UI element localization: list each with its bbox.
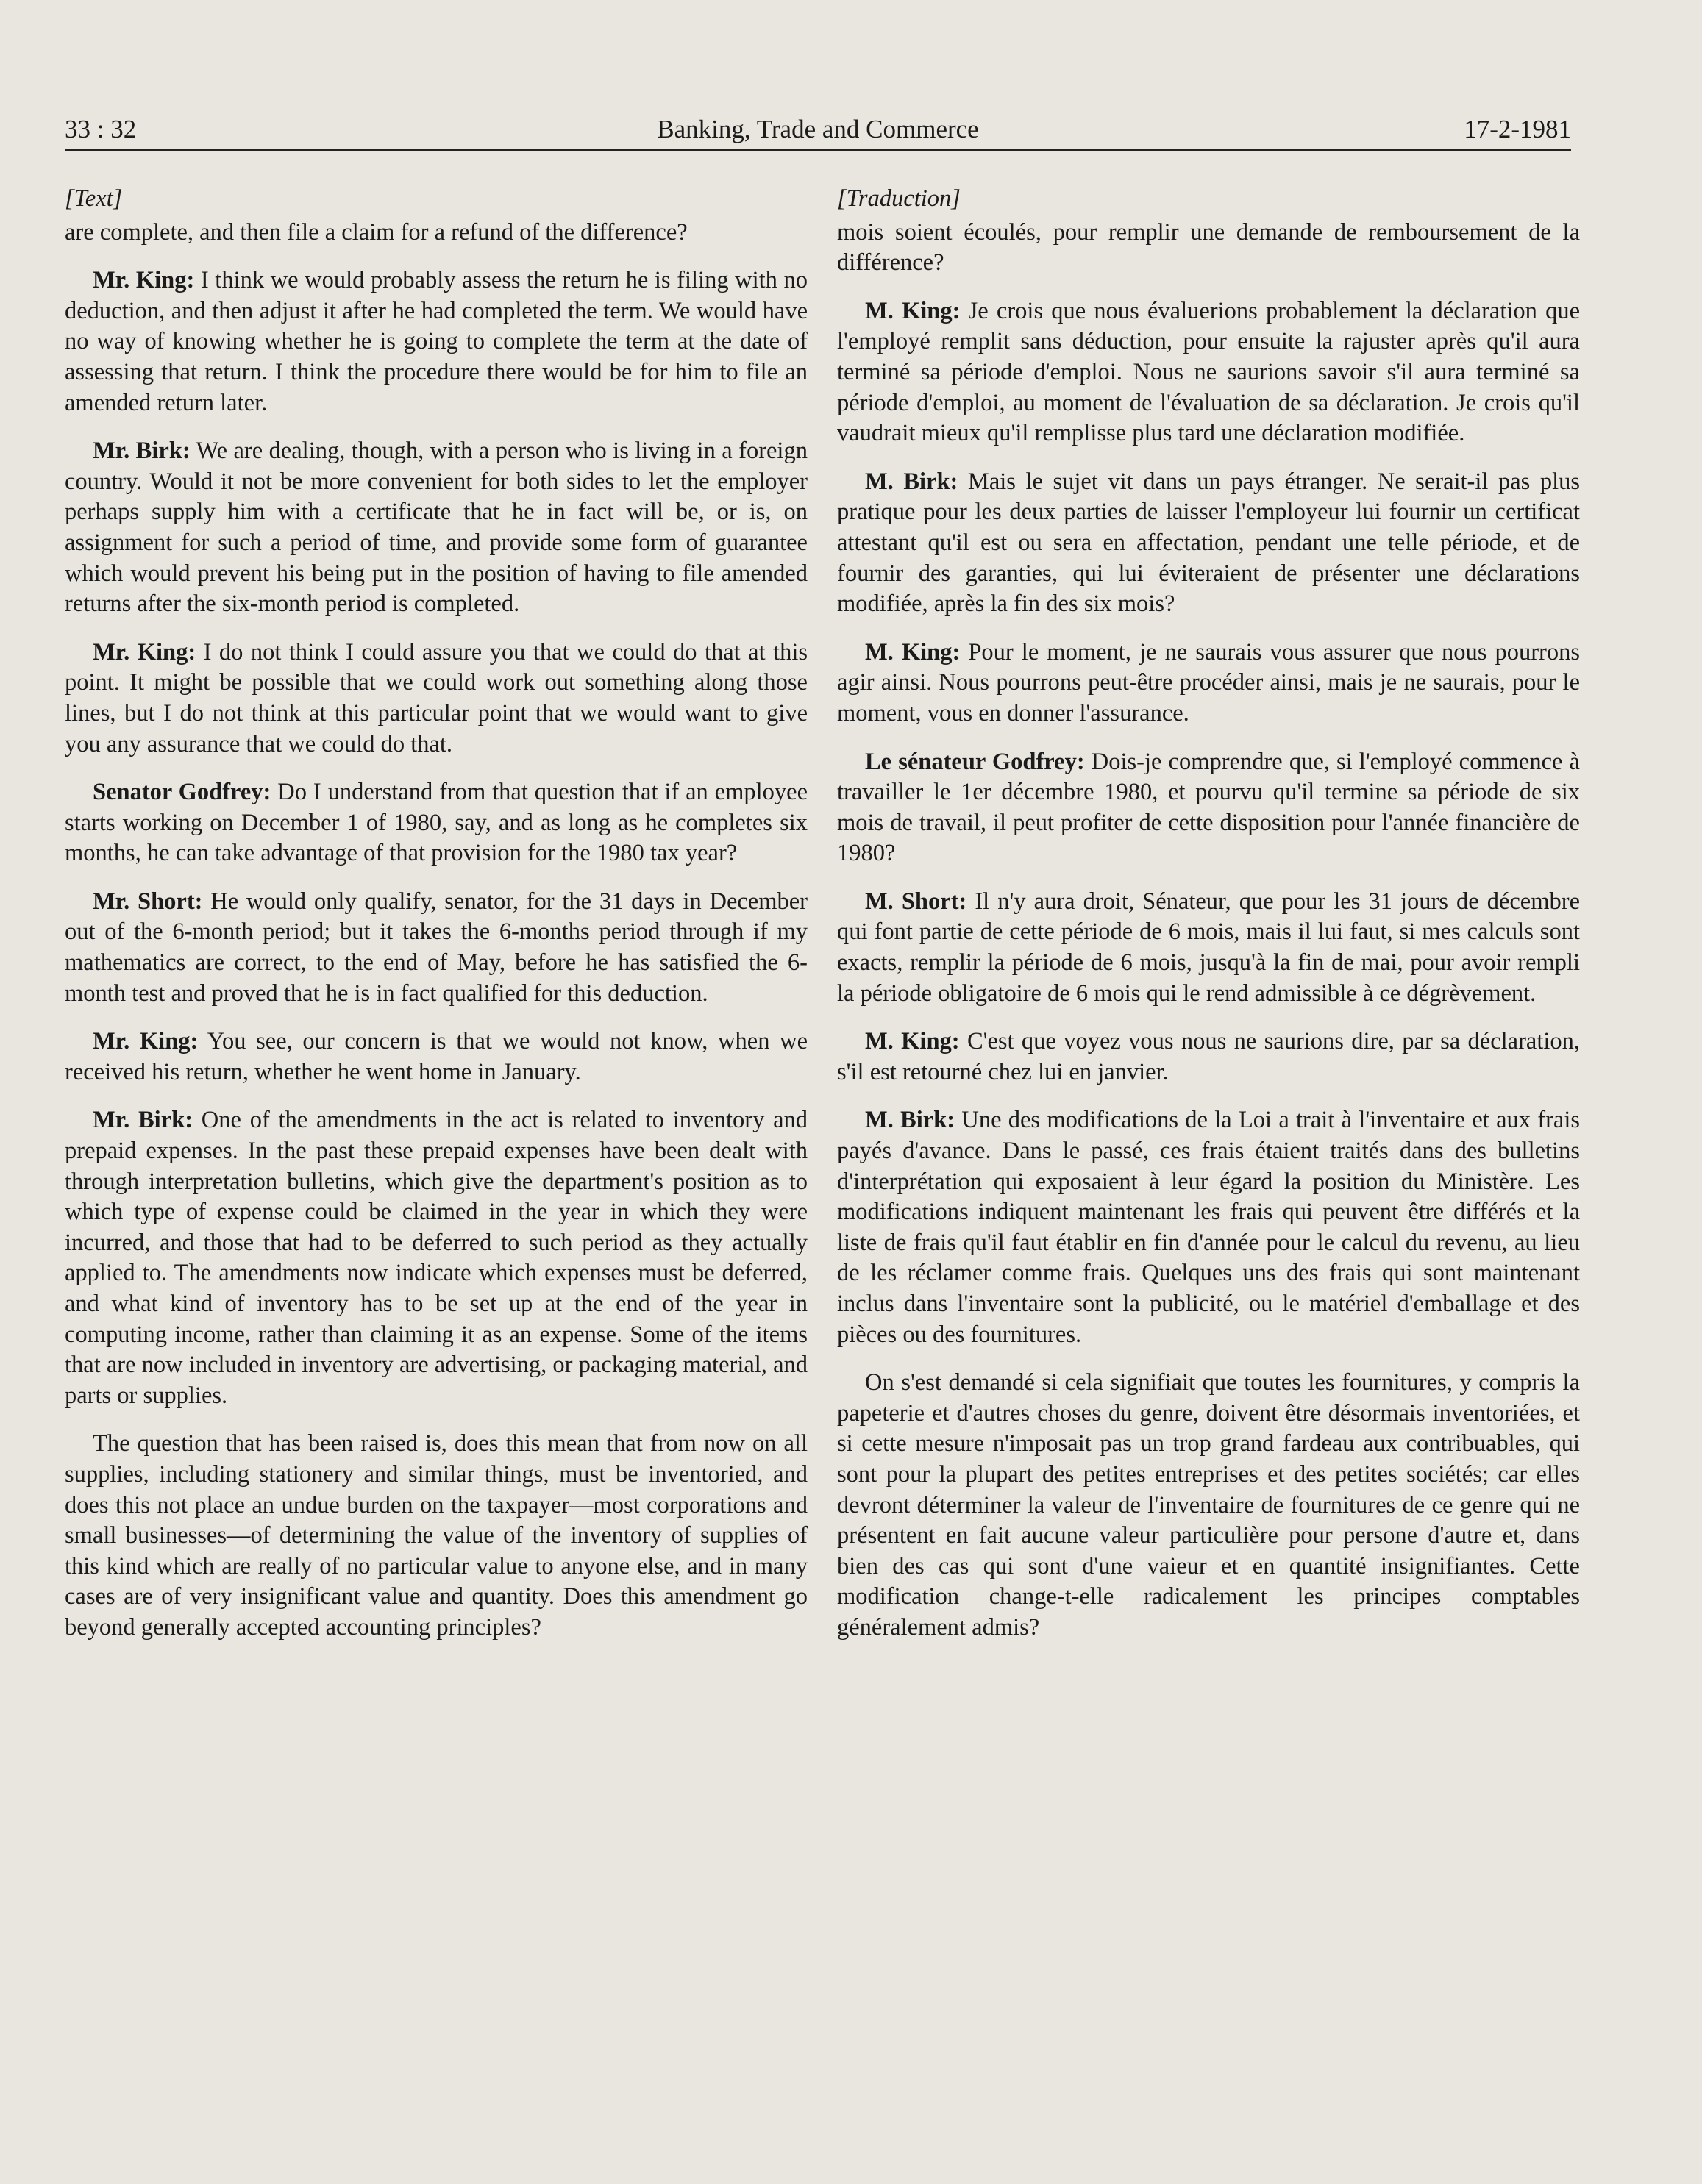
speaker-name: M. King: <box>865 638 961 665</box>
paragraph <box>65 887 808 1009</box>
paragraph <box>65 638 808 760</box>
paragraph <box>65 1105 808 1411</box>
paragraph <box>65 265 808 418</box>
paragraph <box>65 218 808 249</box>
page-date: 17-2-1981 <box>1464 115 1571 143</box>
paragraph-text: I think we would probably assess the return he is filing with no deduction, and then adjust it after he had completed the term. We would have no way of knowing whether he is going to complete the term at the date of assessing that return. I think the procedure there would be for him to file an amended return later. <box>65 267 808 416</box>
speaker-name: Mr. Birk: <box>93 438 191 465</box>
paragraph-text: The question that has been raised is, does this mean that from now on all supplies, including stationery and similar things, must be inventoried, and does this not place an undue burden on the taxpayer—most corporations and small businesses—of determining the value of the inventory of supplies of this kind which are really of no particular value to anyone else, and in many cases are of very insignificant value and quantity. Does this amendment go beyond generally accepted accounting principles? <box>65 1430 808 1641</box>
paragraph-text: We are dealing, though, with a person who is living in a foreign country. Would it not be more convenient for both sides to let the employer perhaps supply him with a certificate that he in fact will be, or is, on assignment for such a period of time, and provide some form of guarantee which would prevent his being put in the position of having to file amended returns after the six-month period is completed. <box>65 438 808 618</box>
speaker-name: M. Birk: <box>865 1107 955 1134</box>
paragraph-text: You see, our concern is that we would not know, when we received his return, whether he went home in January. <box>65 1028 808 1085</box>
right-column-french <box>837 184 1580 1661</box>
paragraph-text: Pour le moment, je ne saurais vous assurer que nous pourrons agir ainsi. Nous pourrons peut-être procéder ainsi, mais je ne saurais, pour le moment, vous en donner l'assurance. <box>837 638 1580 727</box>
section-tag: [Traduction] <box>837 185 961 212</box>
paragraph-text: C'est que voyez vous nous ne saurions dire, par sa déclaration, s'il est retourné chez lui en janvier. <box>837 1028 1581 1085</box>
speaker-name: Le sénateur Godfrey: <box>865 748 1085 775</box>
paragraph-text: On s'est demandé si cela signifiait que toutes les fournitures, y compris la papeterie et d'autres choses du genre, doivent être désormais inventoriées, et si cette mesure n'imposait pas un trop grand fardeau aux contribuables, qui sont pour la plupart des petites entreprises et des petites sociétés; car elles devront déterminer la valeur de l'inventaire de fournitures de ce genre qui ne présentent en fait aucune valeur particulière pour persone d'autre et, dans bien des cas qui sont d'une vaieur et en quantité insignifiantes. Cette modification change-t-elle radicalement les principes comptables généralement admis? <box>837 1369 1580 1641</box>
paragraph-text: Il n'y aura droit, Sénateur, que pour les 31 jours de décembre qui font partie de cette période de 6 mois, mais il lui faut, si mes calculs sont exacts, remplir la période de 6 mois, jusqu'à la fin de mai, pour avoir rempli la période obligatoire de 6 mois qui le rend admissible à ce dégrèvement. <box>837 888 1580 1007</box>
paragraph <box>837 887 1580 1009</box>
paragraph <box>65 1027 808 1088</box>
speaker-name: Mr. King: <box>93 638 196 665</box>
paragraph <box>837 467 1580 620</box>
speaker-name: Mr. Birk: <box>93 1107 193 1134</box>
paragraph-text: One of the amendments in the act is related to inventory and prepaid expenses. In the past these prepaid expenses have been dealt with through interpretation bulletins, which give the department's position as to which type of expense could be claimed in the year in which they were incurred, and those that had to be deferred to such period as they actually applied to. The amendments now indicate which expenses must be deferred, and what kind of inventory has to be set up at the end of the year in computing income, rather than claiming it as an expense. Some of the items that are now included in inventory are advertising, or packaging material, and parts or supplies. <box>65 1107 808 1409</box>
speaker-name: Mr. King: <box>93 267 195 294</box>
paragraph <box>837 747 1580 869</box>
speaker-name: M. Birk: <box>865 468 958 495</box>
paragraph-text: Je crois que nous évaluerions probablement la déclaration que l'employé remplit sans déduction, pour ensuite la rajuster après qu'il aura terminé sa période d'emploi. Nous ne saurions savoir s'il aura terminé sa période d'emploi, au moment de l'évaluation de sa déclaration. Je crois qu'il vaudrait mieux qu'il remplisse plus tard une déclaration modifiée. <box>837 297 1580 447</box>
speaker-name: M. King: <box>865 1028 960 1055</box>
page-number: 33 : 32 <box>65 115 137 143</box>
paragraph <box>65 1429 808 1643</box>
paragraph <box>837 1368 1580 1643</box>
speaker-name: Senator Godfrey: <box>93 779 271 806</box>
paragraph-text: Do I understand from that question that if an employee starts working on December 1 of 1980, say, and as long as he completes six months, he can take advantage of that provision for the 1980 tax year? <box>65 779 808 867</box>
speaker-name: Mr. King: <box>93 1028 199 1055</box>
paragraph <box>837 296 1580 449</box>
speaker-name: M. Short: <box>865 888 967 915</box>
paragraph <box>837 1027 1580 1088</box>
section-tag: [Text] <box>65 185 123 212</box>
paragraph-text: mois soient écoulés, pour remplir une demande de remboursement de la différence? <box>837 218 1580 276</box>
running-title: Banking, Trade and Commerce <box>657 115 979 143</box>
paragraph-text: are complete, and then file a claim for a refund of the difference? <box>65 218 688 246</box>
paragraph <box>837 638 1580 729</box>
speaker-name: M. King: <box>865 297 961 324</box>
paragraph <box>65 777 808 869</box>
paragraph-text: I do not think I could assure you that we could do that at this point. It might be possible that we could work out something along those lines, but I do not think at this particular point that we would want to give you any assurance that we could do that. <box>65 638 808 757</box>
paragraph-text: Une des modifications de la Loi a trait à l'inventaire et aux frais payés d'avance. Dans le passé, ces frais étaient traités dans des bulletins d'interprétation qui exposaient à leur égard la position du Ministère. Les modifications indiquent maintenant les frais qui peuvent être différés et la liste de frais qu'il faut établir en fin d'année pour le calcul du revenu, au lieu de les réclamer comme frais. Quelques uns des frais qui sont maintenant inclus dans l'inventaire sont la publicité, ou le matériel d'emballage et des pièces ou des fournitures. <box>837 1107 1580 1348</box>
page-header <box>65 110 1571 151</box>
paragraph-text: He would only qualify, senator, for the 31 days in December out of the 6-month period; but it takes the 6-months period through if my mathematics are correct, to the end of May, before he has satisfied the 6-month test and proved that he is in fact qualified for this deduction. <box>65 888 808 1007</box>
left-column-english <box>65 184 808 1661</box>
paragraph <box>65 436 808 620</box>
paragraph <box>837 218 1580 279</box>
speaker-name: Mr. Short: <box>93 888 203 915</box>
paragraph <box>837 1105 1580 1350</box>
paragraph-text: Dois-je comprendre que, si l'employé commence à travailler le 1er décembre 1980, et pourvu qu'il termine sa période de six mois de travail, il peut profiter de cette disposition pour l'année financière de 1980? <box>837 748 1580 867</box>
paragraph-text: Mais le sujet vit dans un pays étranger. Ne serait-il pas plus pratique pour les deux parties de laisser l'employeur lui fournir un certificat attestant qu'il est ou sera en affectation, pendant une telle période, et de fournir des garanties, qui lui éviteraient de présenter une déclarations modifiée, après la fin des six mois? <box>837 468 1581 618</box>
